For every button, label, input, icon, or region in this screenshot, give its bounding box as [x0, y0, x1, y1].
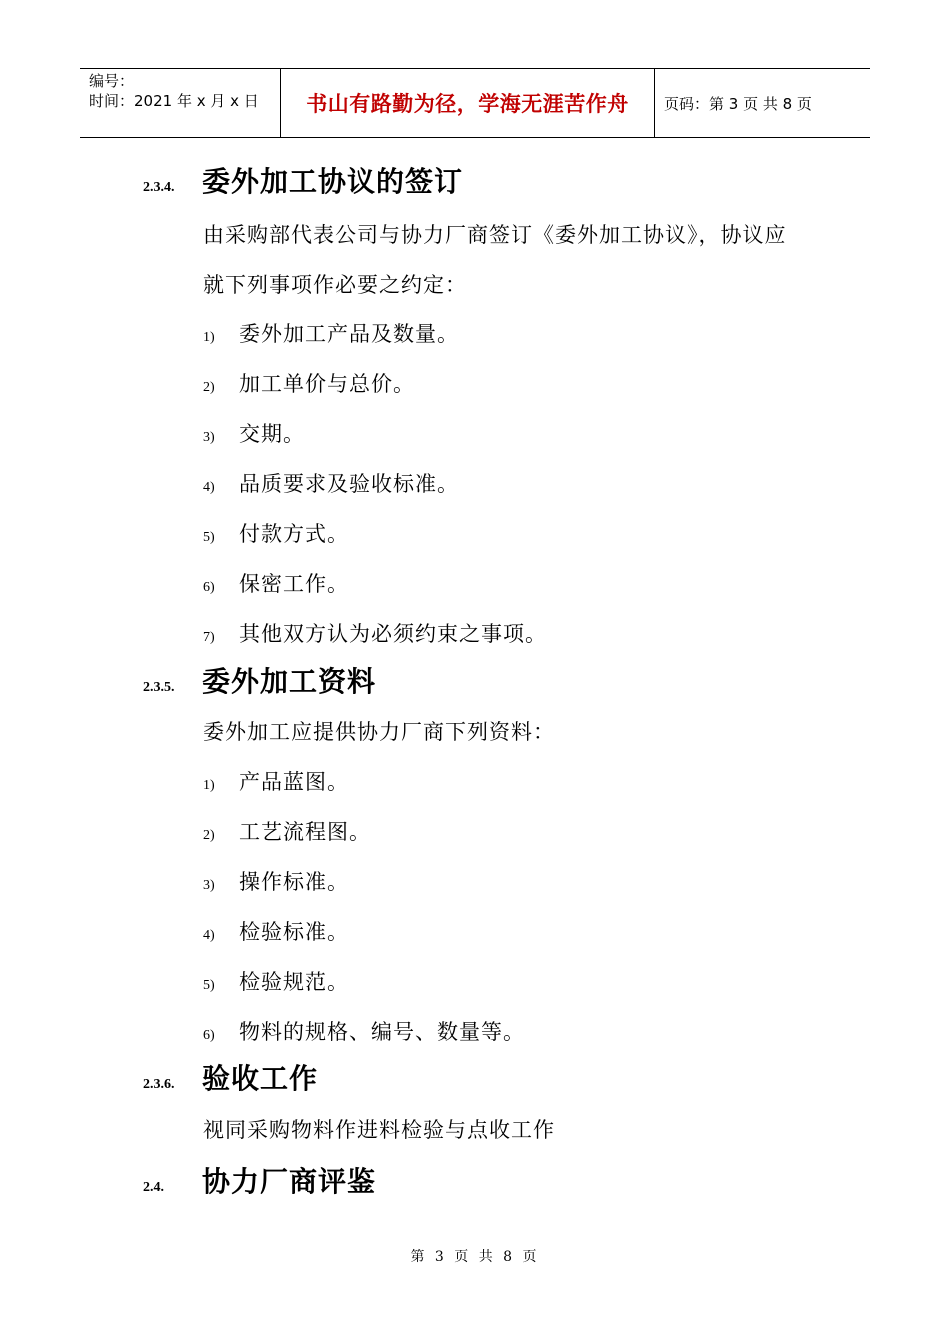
list-item-text: 交期。 [239, 422, 305, 446]
section-number: 2.4. [143, 1180, 164, 1195]
header-motto-cell [281, 69, 655, 137]
list-item [0, 470, 950, 498]
section-title: 委外加工资料 [202, 665, 377, 698]
section-title: 委外加工协议的签订 [202, 165, 464, 198]
list-item-text: 工艺流程图。 [239, 820, 371, 844]
section-title: 验收工作 [202, 1062, 319, 1095]
header-page-info: 页码：第 3 页 共 8 页 [664, 94, 812, 113]
list-item-number: 1) [203, 778, 215, 793]
list-item-text: 加工单价与总价。 [239, 372, 415, 396]
list-item-text: 委外加工产品及数量。 [239, 322, 459, 346]
list-item-number: 3) [203, 878, 215, 893]
list-item-number: 6) [203, 580, 215, 595]
list-item [0, 868, 950, 896]
list-item [0, 818, 950, 846]
list-item-number: 4) [203, 480, 215, 495]
list-item [0, 320, 950, 348]
list-item [0, 370, 950, 398]
page-header [80, 68, 870, 138]
paragraph-line: 委外加工应提供协力厂商下列资料： [203, 720, 555, 744]
section-heading-2-3-6 [0, 1059, 950, 1099]
list-item-number: 5) [203, 978, 215, 993]
paragraph-line: 由采购部代表公司与协力厂商签订《委外加工协议》，协议应 [203, 223, 787, 247]
section-heading-2-4 [0, 1162, 950, 1202]
list-item-text: 物料的规格、编号、数量等。 [239, 1020, 525, 1044]
list-item [0, 968, 950, 996]
list-item-number: 7) [203, 630, 215, 645]
list-item-text: 其他双方认为必须约束之事项。 [239, 622, 547, 646]
paragraph-line: 视同采购物料作进料检验与点收工作 [203, 1118, 555, 1142]
paragraph-line: 就下列事项作必要之约定： [203, 273, 467, 297]
header-page-cell [654, 69, 870, 137]
list-item [0, 918, 950, 946]
list-item [0, 620, 950, 648]
list-item-number: 3) [203, 430, 215, 445]
section-heading-2-3-4 [0, 162, 950, 202]
section-number: 2.3.6. [143, 1077, 175, 1092]
list-item [0, 570, 950, 598]
list-item-text: 检验规范。 [239, 970, 349, 994]
list-item [0, 768, 950, 796]
section-number: 2.3.4. [143, 180, 175, 195]
list-item-number: 2) [203, 380, 215, 395]
footer-page-number: 第 3 页 共 8 页 [410, 1249, 540, 1265]
list-item-number: 4) [203, 928, 215, 943]
list-item-text: 产品蓝图。 [239, 770, 349, 794]
header-meta-cell [80, 69, 281, 137]
list-item-number: 6) [203, 1028, 215, 1043]
list-item-number: 5) [203, 530, 215, 545]
header-time-label: 时间：2021 年 x 月 x 日 [89, 92, 259, 110]
list-item-number: 2) [203, 828, 215, 843]
list-item-text: 检验标准。 [239, 920, 349, 944]
section-heading-2-3-5 [0, 662, 950, 702]
list-item [0, 420, 950, 448]
list-item-text: 操作标准。 [239, 870, 349, 894]
section-number: 2.3.5. [143, 680, 175, 695]
list-item-text: 品质要求及验收标准。 [239, 472, 459, 496]
section-title: 协力厂商评鉴 [202, 1165, 377, 1198]
list-item [0, 520, 950, 548]
list-item-text: 保密工作。 [239, 572, 349, 596]
header-number-label: 编号： [89, 72, 135, 90]
list-item-text: 付款方式。 [239, 522, 349, 546]
header-motto: 书山有路勤为径，学海无涯苦作舟 [306, 92, 629, 116]
list-item [0, 1018, 950, 1046]
list-item-number: 1) [203, 330, 215, 345]
page-footer [0, 1246, 950, 1266]
